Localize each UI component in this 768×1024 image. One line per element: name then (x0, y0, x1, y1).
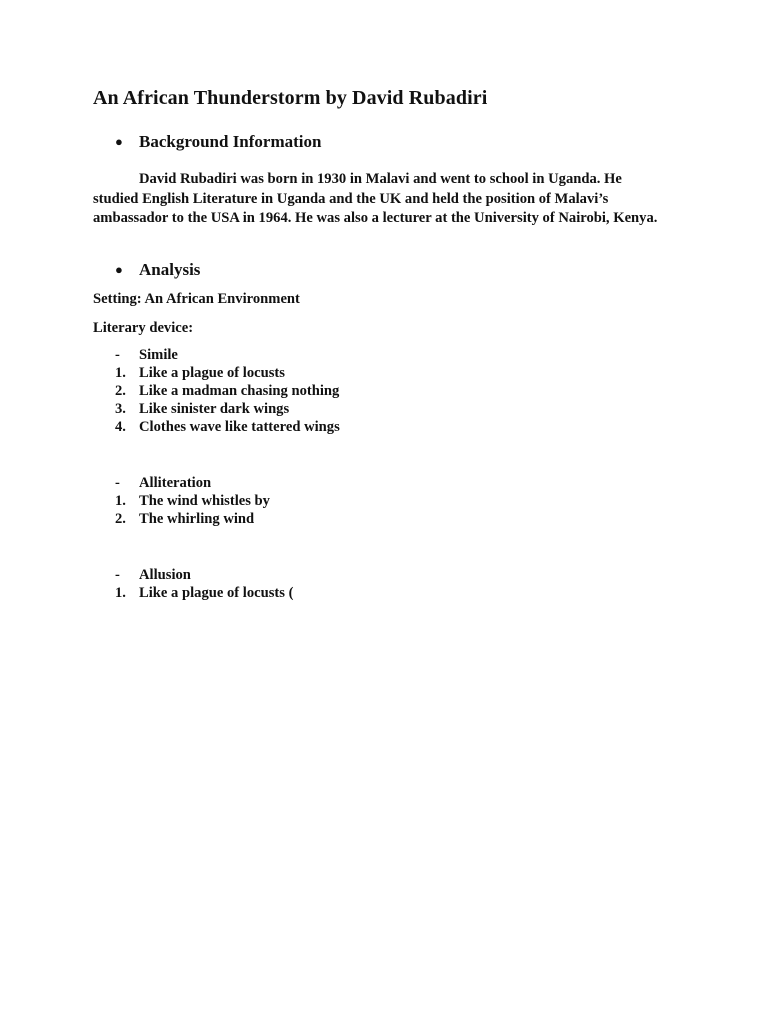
device-name: Alliteration (139, 475, 212, 491)
analysis-heading: Analysis (139, 260, 201, 279)
list-item-text: The wind whistles by (139, 493, 270, 509)
list-number: 1. (115, 493, 126, 509)
setting-line: Setting: An African Environment (93, 291, 300, 307)
list-item-text: Like a plague of locusts (139, 365, 285, 381)
device-name: Allusion (139, 567, 191, 583)
list-item-text: Like a plague of locusts ( (139, 585, 294, 601)
literary-device-label: Literary device: (93, 320, 194, 336)
document-title: An African Thunderstorm by David Rubadiri (93, 87, 488, 109)
list-item-text: The whirling wind (139, 511, 255, 527)
list-number: 1. (115, 365, 126, 381)
dash-marker: - (115, 475, 120, 491)
list-item-text: Clothes wave like tattered wings (139, 419, 340, 435)
list-number: 2. (115, 511, 126, 527)
dash-marker: - (115, 347, 120, 363)
list-number: 1. (115, 585, 126, 601)
list-number: 3. (115, 401, 126, 417)
dash-marker: - (115, 567, 120, 583)
list-item-text: Like sinister dark wings (139, 401, 290, 417)
background-paragraph: David Rubadiri was born in 1930 in Malavi and went to school in Uganda. He studied English Literature in Uganda and the UK and held the position of Malavi’s ambassador to the USA in 1964. He was also a lecturer at the University of Nairobi, Kenya. (93, 171, 658, 227)
bullet-icon: ● (115, 134, 123, 149)
list-number: 4. (115, 419, 126, 435)
bullet-icon: ● (115, 262, 123, 277)
list-item-text: Like a madman chasing nothing (139, 383, 340, 399)
background-heading: Background Information (139, 132, 322, 151)
list-number: 2. (115, 383, 126, 399)
device-name: Simile (139, 347, 178, 363)
